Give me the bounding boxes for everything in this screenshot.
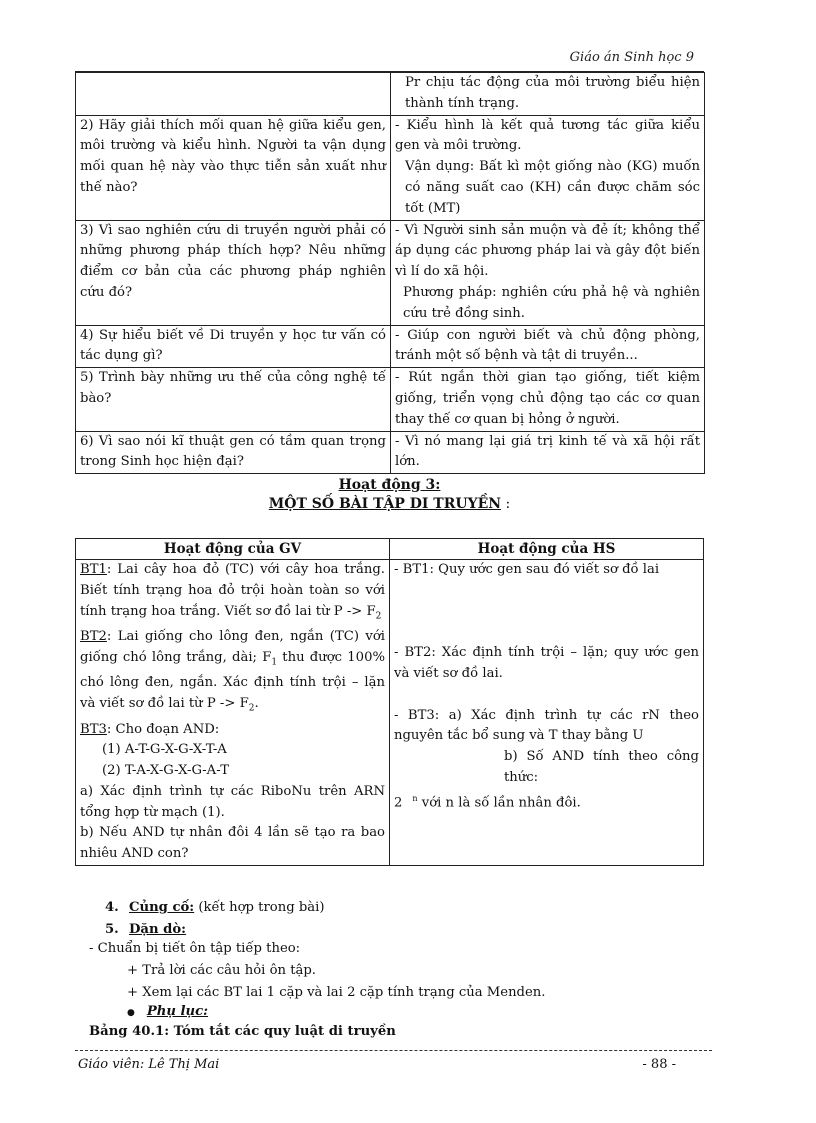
table-row <box>76 431 705 474</box>
exercise-3: BT3: Cho đoạn AND: <box>80 721 220 737</box>
appendix: ● Phụ lục: <box>127 1004 209 1019</box>
column-header-gv: Hoạt động của GV <box>76 539 390 560</box>
table-caption: Bảng 40.1: Tóm tắt các quy luật di truyền <box>89 1024 396 1039</box>
question-cell: 6) Vì sao nói kĩ thuật gen có tầm quan trọng trong Sinh học hiện đại? <box>76 431 391 474</box>
answer-cell: - Vì Người sinh sản muộn và đẻ ít; không thể áp dụng các phương pháp lai và gây đột biến vì lí do xã hội. Phương pháp: nghiên cứu phả hệ và nghiên cứu trẻ đồng sinh. <box>391 220 705 325</box>
table-row <box>76 325 705 368</box>
dna-sequence-1: (1) A-T-G-X-G-X-T-A <box>102 742 227 758</box>
activity-3-subtitle-line: MỘT SỐ BÀI TẬP DI TRUYỀN : <box>268 496 511 512</box>
footer-teacher: Giáo viên: Lê Thị Mai <box>78 1057 220 1072</box>
exercise-2: BT2: Lai giống cho lông đen, ngắn (TC) với giống chó lông trắng, dài; $F_1$ thu được 100% chó lông đen, ngắn. Xác định tính trội – lặn và viết sơ đồ lai từ $P -> F_2$. <box>80 629 385 714</box>
exercise-3-part-b: b) Nếu AND tự nhân đôi 4 lần sẽ tạo ra bao nhiêu AND con? <box>80 825 385 862</box>
review-qa-table <box>75 72 705 474</box>
bullet-icon: ● <box>127 1008 135 1018</box>
answer-cell: - Rút ngắn thời gian tạo giống, tiết kiệm giống, triển vọng chủ động tạo các cơ quan thay thế cơ quan bị hỏng ở người. <box>391 368 705 431</box>
section-4: 4. Củng cố: (kết hợp trong bài) <box>105 900 325 915</box>
table-row <box>76 73 705 116</box>
table-row <box>76 560 704 866</box>
answer-cell: - Kiểu hình là kết quả tương tác giữa kiểu gen và môi trường. Vận dụng: Bất kì một giống nào (KG) muốn có năng suất cao (KH) cần được chăm sóc tốt (MT) <box>391 115 705 220</box>
header-title: Giáo án Sinh học 9 <box>569 50 694 65</box>
activity-3-title: Hoạt động 3: <box>338 477 441 493</box>
homework-intro: - Chuẩn bị tiết ôn tập tiếp theo: <box>89 941 301 956</box>
question-cell: 2) Hãy giải thích mối quan hệ giữa kiểu gen, môi trường và kiểu hình. Người ta vận dụng mối quan hệ này vào thực tiễn sản xuất như thế nào? <box>76 115 391 220</box>
table-row <box>76 368 705 431</box>
column-header-hs: Hoạt động của HS <box>390 539 704 560</box>
section-5: 5. Dặn dò: <box>105 922 187 937</box>
activity-3-heading <box>75 476 704 514</box>
question-cell: 4) Sự hiểu biết về Di truyền y học tư vấn có tác dụng gì? <box>76 325 391 368</box>
exercise-1: BT1: Lai cây hoa đỏ (TC) với cây hoa trắng. Biết tính trạng hoa đỏ trội hoàn toàn so với tính trạng hoa trắng. Viết sơ đồ lai từ $P -> F_2$ <box>80 562 385 622</box>
table-row <box>76 115 705 220</box>
dna-sequence-2: (2) T-A-X-G-X-G-A-T <box>102 763 229 779</box>
page-number: - 88 - <box>642 1057 676 1072</box>
question-cell: 3) Vì sao nghiên cứu di truyền người phải có những phương pháp thích hợp? Nêu những điểm cơ bản của các phương pháp nghiên cứu đó? <box>76 220 391 325</box>
table-header-row <box>76 539 704 560</box>
student-activity-cell: - BT1: Quy ước gen sau đó viết sơ đồ lai - BT2: Xác định tính trội – lặn; quy ước gen và viết sơ đồ lai. - BT3: a) Xác định trình tự các rN theo nguyên tắc bổ sung và T thay bằng U b) Số AND tính theo công thức: 2 $^n$ với n là số lần nhân đôi. <box>390 560 704 866</box>
formula: 2 $^n$ với n là số lần nhân đôi. <box>394 793 581 811</box>
answer-cell: - Vì nó mang lại giá trị kinh tế và xã hội rất lớn. <box>391 431 705 474</box>
answer-cell: - Giúp con người biết và chủ động phòng, tránh một số bệnh và tật di truyền... <box>391 325 705 368</box>
homework-item: + Xem lại các BT lai 1 cặp và lai 2 cặp tính trạng của Menden. <box>127 985 546 1000</box>
exercise-3-part-a: a) Xác định trình tự các RiboNu trên ARN tổng hợp từ mạch (1). <box>80 783 385 820</box>
answer-cell: Pr chịu tác động của môi trường biểu hiện thành tính trạng. <box>391 73 705 116</box>
teacher-activity-cell <box>76 560 390 866</box>
question-cell: 5) Trình bày những ưu thế của công nghệ tế bào? <box>76 368 391 431</box>
footer-rule <box>75 1050 712 1051</box>
exercise-table <box>75 538 704 866</box>
homework-item: + Trả lời các câu hỏi ôn tập. <box>127 963 316 978</box>
question-cell <box>76 73 391 116</box>
table-row <box>76 220 705 325</box>
